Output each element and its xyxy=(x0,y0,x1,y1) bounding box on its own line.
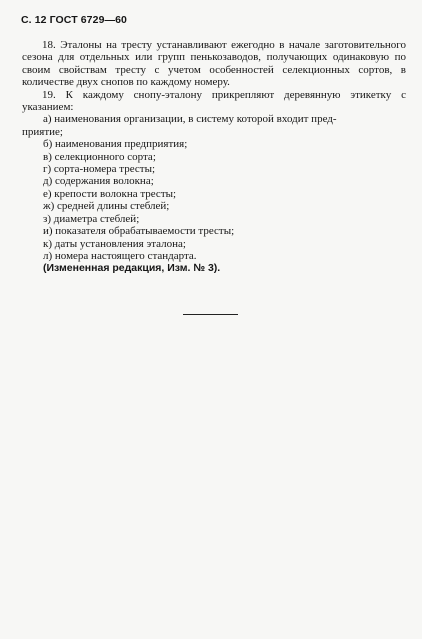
list-item-continuation: приятие; xyxy=(22,125,63,138)
list-item-text: а) наименования организации, в систему которой входит пред- xyxy=(43,113,337,126)
list-item: л) номера настоящего стандарта. xyxy=(43,249,197,262)
document-body xyxy=(22,39,406,275)
list-item: ж) средней длины стеблей; xyxy=(43,200,170,213)
paragraph-18: 18. Эталоны на тресту устанавливают ежегодно в начале заготовительного сезона для отдельных или групп пенькозаводов, получающих одинаковую по своим свойствам тресту с учетом особенностей селекционных сортов, в количестве двух снопов по каждому номеру. xyxy=(22,39,406,89)
list-item: д) содержания волокна; xyxy=(43,175,154,188)
list-item: и) показателя обрабатываемости тресты; xyxy=(43,225,235,238)
list-item: б) наименования предприятия; xyxy=(43,138,188,151)
paragraph-19: 19. К каждому снопу-эталону прикрепляют деревянную этикетку с указанием: xyxy=(22,88,406,114)
list-item xyxy=(22,113,406,138)
list-item: з) диаметра стеблей; xyxy=(43,212,140,225)
list-item: е) крепости волокна тресты; xyxy=(43,187,177,200)
list-item: к) даты установления эталона; xyxy=(43,237,186,250)
section-divider xyxy=(183,314,238,315)
page-header: С. 12 ГОСТ 6729—60 xyxy=(21,14,127,26)
amendment-note: (Измененная редакция, Изм. № 3). xyxy=(43,262,221,275)
list-item: в) селекционного сорта; xyxy=(43,150,156,163)
list-item: г) сорта-номера тресты; xyxy=(43,163,156,176)
